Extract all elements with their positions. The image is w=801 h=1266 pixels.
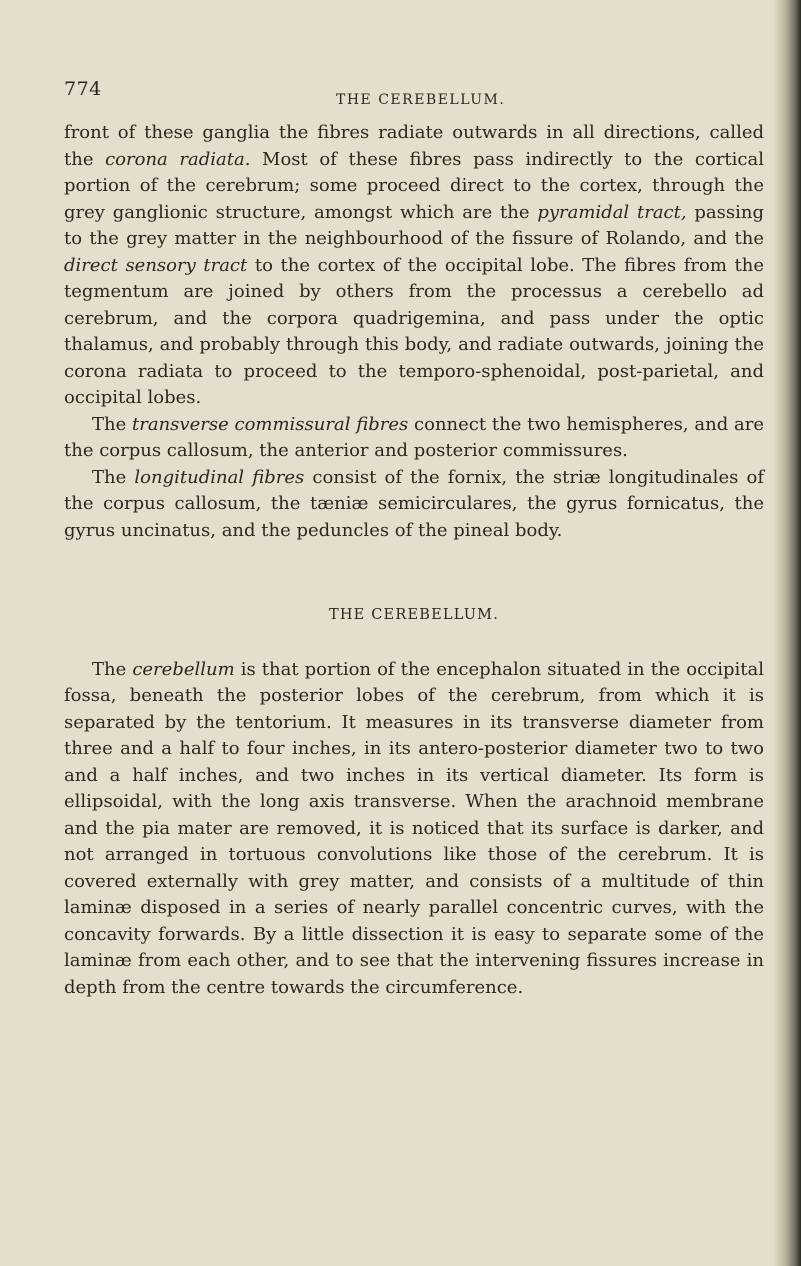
text-run: The <box>92 466 135 488</box>
paragraph-cerebellum <box>64 657 764 1002</box>
paragraph-longitudinal-fibres <box>64 465 764 545</box>
text-run: is that portion of the encephalon situated in the occipital fossa, beneath the posterior lobes of the cerebrum, from which it is separated by the tentorium. It measures in its transverse diameter from three and a half to four inches, in its antero-posterior diameter two to two and a half inches, and two inches in its vertical diameter. Its form is ellipsoidal, with the long axis transverse. When the arachnoid membrane and the pia mater are removed, it is noticed that its surface is darker, and not arranged in tortuous convolutions like those of the cerebrum. It is covered externally with grey matter, and consists of a multitude of thin laminæ disposed in a series of nearly parallel concentric curves, with the concavity forwards. By a little dissection it is easy to separate some of the laminæ from each other, and to see that the intervening fissures increase in depth from the centre towards the circumference. <box>64 658 765 998</box>
page-number: 774 <box>64 78 102 100</box>
italic-term: direct sensory tract <box>64 254 248 276</box>
text-run: consist of the fornix, the striæ longitudinales of the corpus callosum, the tæniæ semicirculares, the gyrus fornicatus, the gyrus uncinatus, and the peduncles of the pineal body. <box>64 466 764 541</box>
section-heading: THE CEREBELLUM. <box>328 607 500 623</box>
italic-term: corona radiata. <box>105 148 251 170</box>
text-run: passing to the grey matter in the neighbourhood of the fissure of Rolando, and the <box>64 201 764 249</box>
page-header <box>64 78 764 108</box>
text-run: front of these ganglia the fibres radiate outwards in all directions, called the <box>64 122 764 170</box>
running-head: THE CEREBELLUM. <box>336 92 506 108</box>
italic-term: transverse commissural fibres <box>132 413 409 435</box>
page-edge-shadow <box>773 0 801 1266</box>
text-run: The <box>92 413 133 435</box>
paragraph-transverse-fibres <box>64 412 764 465</box>
italic-term: longitudinal fibres <box>134 466 305 488</box>
italic-term: cerebellum <box>132 658 235 680</box>
italic-term: pyramidal tract, <box>537 201 687 223</box>
text-run: connect the two hemispheres, and are the corpus callosum, the anterior and posterior commissures. <box>64 413 764 461</box>
text-run: to the cortex of the occipital lobe. The fibres from the tegmentum are joined by others from the processus a cerebello ad cerebrum, and the corpora quadrigemina, and pass under the optic thalamus, and probably through this body, and radiate outwards, joining the corona radiata to proceed to the temporo-sphenoidal, post-parietal, and occipital lobes. <box>64 254 764 408</box>
body-text <box>64 120 764 1001</box>
paragraph-corona-radiata <box>64 120 764 412</box>
text-run: The <box>92 658 133 680</box>
text-run: Most of these fibres pass indirectly to the cortical portion of the cerebrum; some proceed direct to the cortex, through the grey ganglionic structure, amongst which are the <box>64 148 764 223</box>
